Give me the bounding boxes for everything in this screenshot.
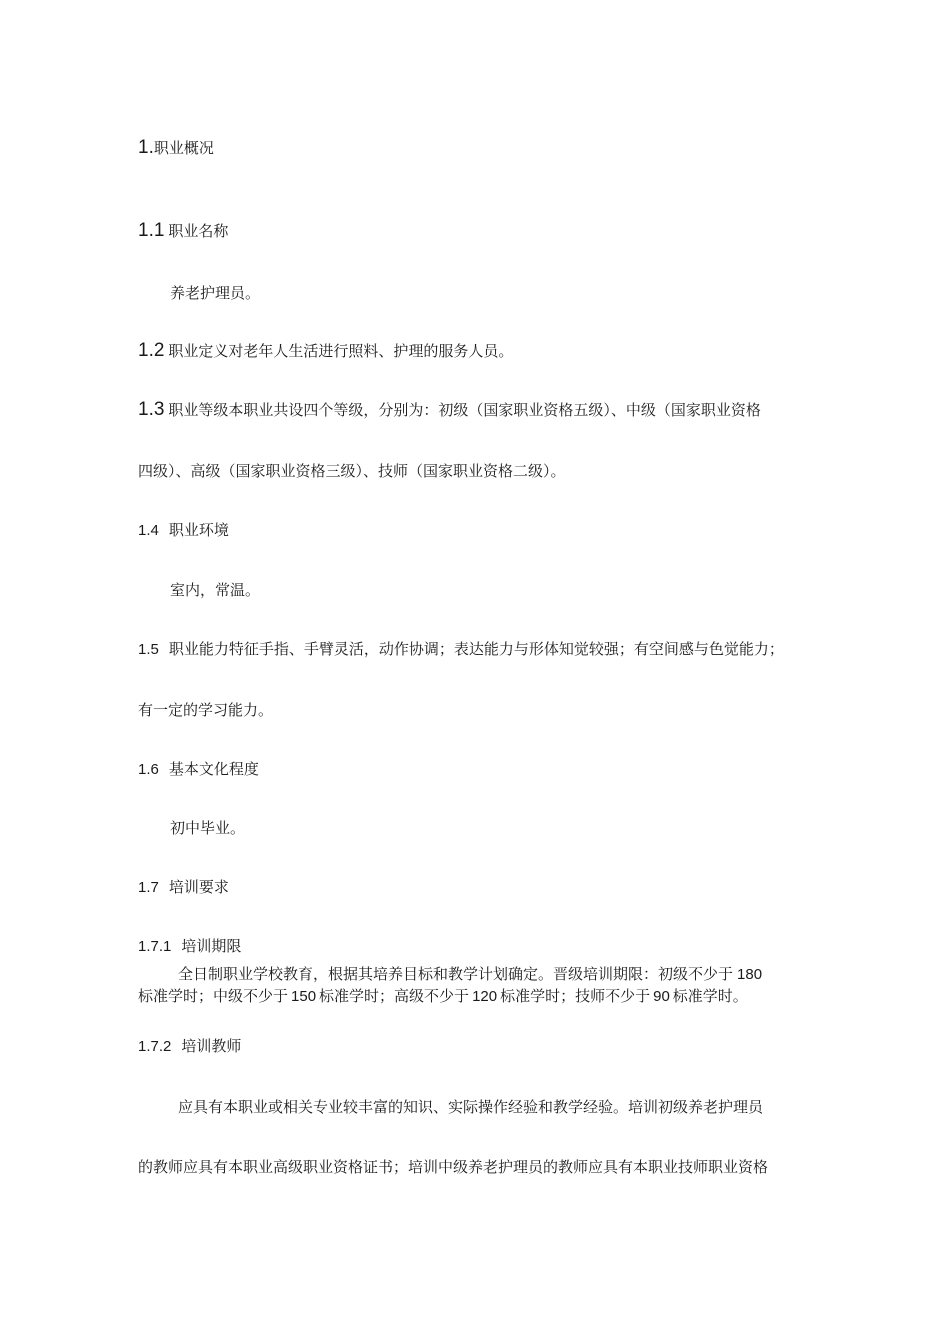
- section-number: 1.7.1: [138, 938, 172, 955]
- section-1-6-heading: [138, 759, 259, 780]
- hours-value: 90: [653, 988, 670, 1005]
- paragraph-text: 标准学时。: [672, 987, 748, 1005]
- section-title: 职业概况: [153, 139, 214, 157]
- section-1-5-paragraph-line2: 有一定的学习能力。: [138, 701, 274, 719]
- section-number: 1.2: [138, 340, 165, 361]
- section-1-2-paragraph: [138, 341, 513, 361]
- paragraph-text: 标准学时；技师不少于: [500, 987, 651, 1005]
- hours-value: 150: [291, 988, 317, 1005]
- paragraph-text: 全日制职业学校教育，根据其培养目标和教学计划确定。晋级培训期限：初级不少于: [178, 965, 734, 983]
- section-1-7-2-paragraph-line2: 的教师应具有本职业高级职业资格证书；培训中级养老护理员的教师应具有本职业技师职业资格: [138, 1158, 769, 1176]
- paragraph-text: 标准学时；中级不少于: [138, 987, 289, 1005]
- section-1-5-paragraph-line1: [138, 639, 784, 660]
- section-number: 1.7: [138, 879, 159, 896]
- section-number: 1.4: [138, 522, 159, 539]
- section-1-7-2-heading: [138, 1036, 241, 1057]
- section-1-heading: [138, 138, 214, 158]
- hours-value: 180: [737, 966, 763, 983]
- section-1-6-body: 初中毕业。: [170, 819, 246, 837]
- section-number: 1.7.2: [138, 1038, 172, 1055]
- hours-value: 120: [472, 988, 498, 1005]
- section-number: 1.: [138, 137, 154, 158]
- section-1-1-heading: [138, 221, 228, 241]
- section-1-3-paragraph-line1: [138, 400, 761, 420]
- section-title: 基本文化程度: [168, 760, 259, 778]
- section-title: 培训期限: [181, 937, 242, 955]
- section-title: 职业环境: [168, 521, 229, 539]
- paragraph-text: 标准学时；高级不少于: [319, 987, 470, 1005]
- section-title: 培训教师: [181, 1037, 242, 1055]
- section-number: 1.6: [138, 761, 159, 778]
- section-1-7-1-paragraph-line2: [138, 986, 748, 1007]
- section-1-7-heading: [138, 877, 229, 898]
- section-title: 培训要求: [168, 878, 229, 896]
- section-1-4-heading: [138, 520, 229, 541]
- section-number: 1.1: [138, 220, 165, 241]
- section-text: 职业等级本职业共设四个等级，分别为：初级（国家职业资格五级）、中级（国家职业资格: [168, 401, 761, 419]
- section-1-7-1-heading: [138, 936, 241, 957]
- section-1-4-body: 室内，常温。: [170, 581, 261, 599]
- section-1-7-1-paragraph-line1: [178, 964, 762, 985]
- section-title: 职业名称: [168, 222, 229, 240]
- section-1-1-body: 养老护理员。: [170, 284, 261, 302]
- section-1-3-paragraph-line2: 四级）、高级（国家职业资格三级）、技师（国家职业资格二级）。: [138, 462, 566, 480]
- section-number: 1.5: [138, 641, 159, 658]
- section-text: 职业能力特征手指、手臂灵活，动作协调；表达能力与形体知觉较强；有空间感与色觉能力；: [168, 640, 784, 658]
- section-number: 1.3: [138, 399, 165, 420]
- section-1-7-2-paragraph-line1: 应具有本职业或相关专业较丰富的知识、实际操作经验和教学经验。培训初级养老护理员: [178, 1098, 764, 1116]
- section-text: 职业定义对老年人生活进行照料、护理的服务人员。: [168, 342, 514, 360]
